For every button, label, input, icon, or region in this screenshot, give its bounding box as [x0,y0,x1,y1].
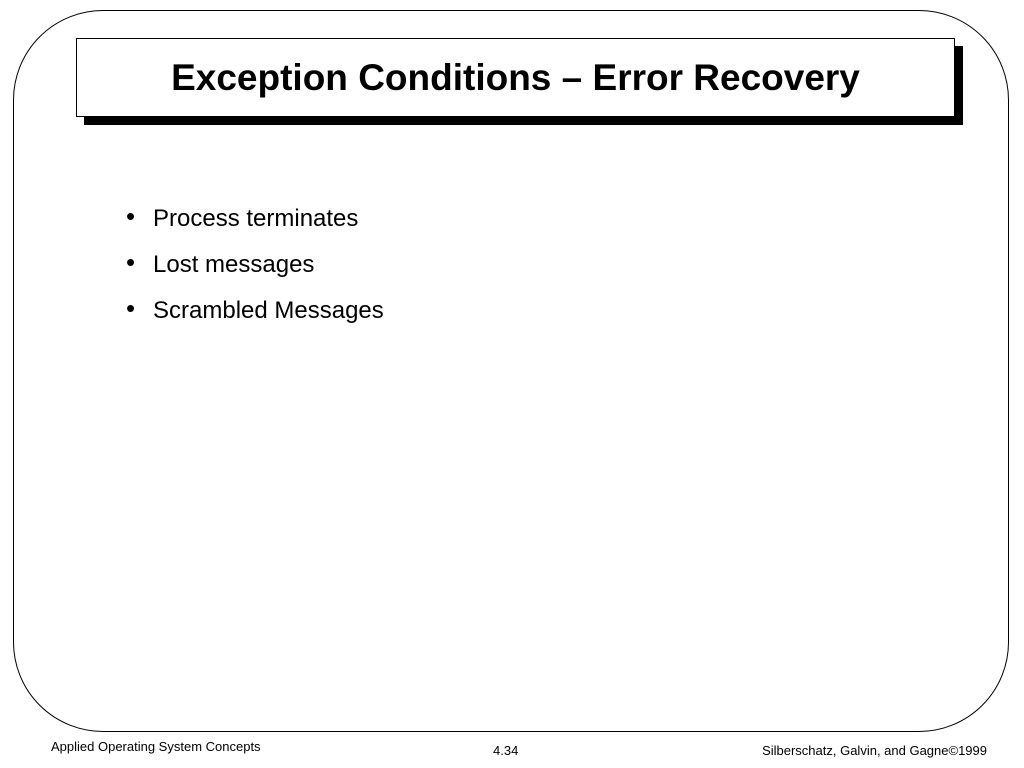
bullet-list [126,196,384,334]
slide-title: Exception Conditions – Error Recovery [171,56,860,98]
bullet-icon: • [126,201,136,231]
bullet-text: Lost messages [153,251,315,278]
footer-page-number: 4.34 [493,743,519,758]
bullet-item [126,242,384,288]
bullet-text: Scrambled Messages [153,297,384,324]
footer-copyright: Silberschatz, Galvin, and Gagne©1999 [762,743,987,758]
bullet-icon: • [126,247,136,277]
footer-book-title: Applied Operating System Concepts [51,739,261,754]
title-box [76,38,955,117]
bullet-item [126,288,384,334]
bullet-icon: • [126,293,136,323]
bullet-item [126,196,384,242]
bullet-text: Process terminates [153,205,359,232]
